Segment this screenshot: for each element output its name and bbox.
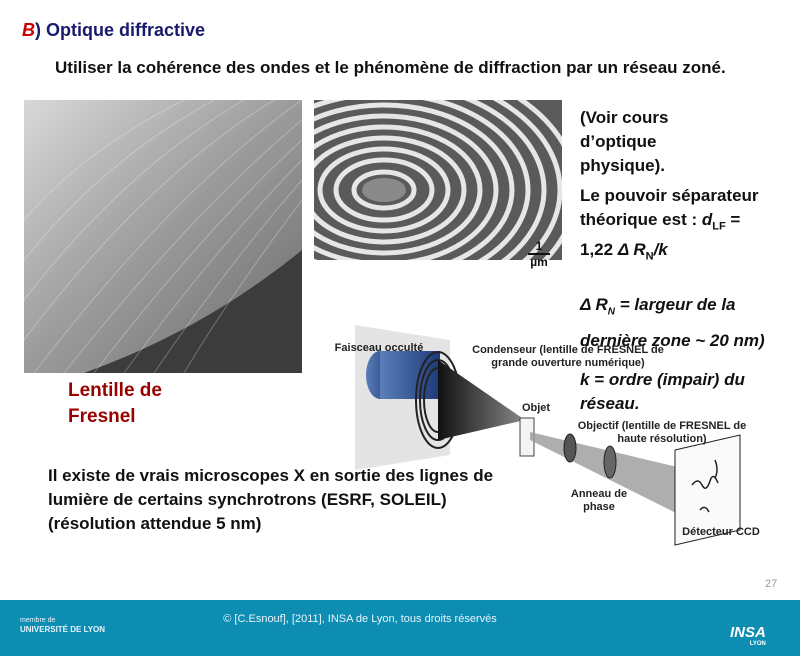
insa-logo-text: INSA — [730, 624, 766, 641]
footer-bar — [0, 600, 800, 656]
zone-plate-photo — [314, 100, 562, 260]
scale-bar-value: 1 — [535, 239, 543, 253]
insa-logo — [730, 624, 766, 647]
delta-symbol: Δ — [617, 240, 629, 260]
resolution-d: d — [701, 210, 713, 229]
resolution-eq: = 1,22 — [580, 210, 741, 260]
fresnel-lens-photo — [24, 100, 302, 373]
footer-copyright: © [C.Esnouf], [2011], INSA de Lyon, tous droits réservés — [223, 613, 497, 625]
title-letter: B — [22, 20, 35, 40]
lentille-caption: Lentille de Fresnel — [68, 380, 162, 427]
intro-text: Utiliser la cohérence des ondes et le phénomène de diffraction par un réseau zoné. — [55, 58, 726, 77]
resolution-k: /k — [653, 240, 668, 260]
logo-univ-text: UNIVERSITÉ DE LYON — [20, 625, 106, 634]
label-anneau: Anneau de phase — [570, 488, 628, 513]
side-note-4: k = ordre (impair) du réseau. — [580, 370, 745, 413]
side-note-2 — [580, 184, 760, 269]
universite-lyon-logo — [20, 616, 105, 634]
resolution-r: R — [628, 240, 646, 260]
scale-bar — [524, 240, 554, 268]
label-detecteur: Détecteur CCD — [682, 526, 760, 538]
title-text: ) Optique diffractive — [35, 20, 206, 40]
side-note-1: (Voir cours d’optique physique). — [580, 108, 669, 175]
label-objet: Objet — [521, 402, 551, 414]
resolution-lead: Le pouvoir séparateur théorique est : — [580, 186, 759, 229]
microscope-text: Il existe de vrais microscopes X en sortie des lignes de lumière de certains synchrotrons (ESRF, SOLEIL) (résolution attendue 5 nm) — [48, 466, 494, 533]
delta-symbol-2: Δ — [580, 295, 591, 314]
label-condenseur: Condenseur (lentille de FRESNEL de grande ouverture numérique) — [472, 344, 664, 369]
insa-logo-sub: LYON — [749, 641, 766, 647]
rn-r: R — [590, 295, 608, 314]
xray-microscope-diagram — [320, 320, 780, 560]
rn-n: N — [607, 306, 616, 318]
slide-title — [22, 20, 205, 41]
page-number: 27 — [765, 578, 778, 590]
rn-rest: = largeur de la dernière zone ~ 20 nm) — [580, 295, 765, 351]
scale-bar-unit: µm — [530, 255, 548, 269]
label-faisceau: Faisceau occulté — [334, 342, 424, 354]
resolution-n: N — [645, 250, 654, 263]
logo-member-text: membre de — [20, 617, 56, 624]
label-objectif: Objectif (lentille de FRESNEL de haute résolution) — [577, 420, 747, 445]
resolution-sub: LF — [712, 220, 726, 233]
